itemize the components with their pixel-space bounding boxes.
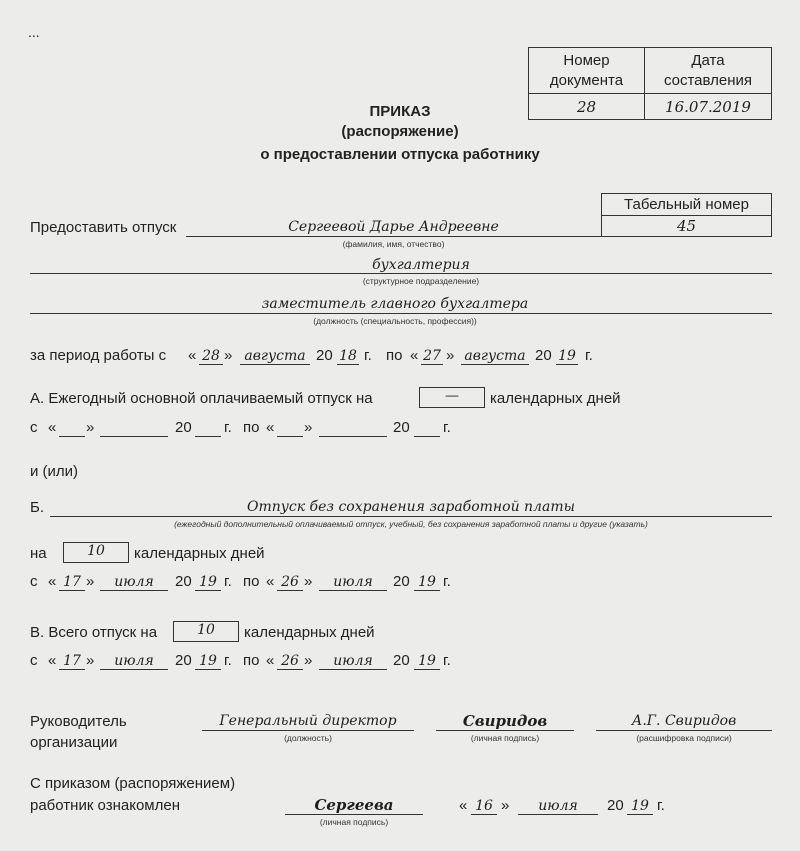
quote-close: »: [304, 652, 313, 669]
year-prefix: 20: [175, 652, 192, 669]
ack-day-line: [471, 814, 497, 815]
a-from-day-line: [59, 436, 85, 437]
b-from-year-line: [195, 590, 221, 591]
year-suffix: г.: [443, 652, 451, 669]
period-to-day: 27: [423, 348, 441, 364]
period-prefix: за период работы с: [30, 347, 167, 364]
v-to-month: июля: [333, 653, 373, 669]
quote-open: «: [48, 419, 57, 436]
ack-signature: Сергеева: [314, 796, 394, 814]
section-a-days: —: [419, 387, 485, 408]
quote-close: »: [86, 419, 95, 436]
b-from-month-line: [100, 590, 168, 591]
head-signature: Свиридов: [462, 712, 548, 730]
po-label: по: [243, 419, 260, 436]
v-to-month-line: [319, 669, 387, 670]
head-signature-caption: (личная подпись): [470, 733, 540, 743]
order-purpose: о предоставлении отпуска работнику: [260, 146, 540, 163]
quote-close: »: [86, 573, 95, 590]
department-line: [30, 273, 772, 274]
tab-number-label: Табельный номер: [602, 194, 772, 216]
period-to-year: 19: [558, 348, 576, 364]
v-from-month: июля: [114, 653, 154, 669]
quote-close: »: [446, 347, 455, 364]
doc-number-value: 28: [529, 94, 645, 120]
year-suffix: г.: [443, 419, 451, 436]
v-to-day-line: [277, 669, 303, 670]
v-to-day: 26: [281, 653, 299, 669]
department: бухгалтерия: [372, 257, 470, 273]
date-header: Дата составления: [645, 48, 772, 94]
quote-close: »: [304, 419, 313, 436]
head-name-caption: (расшифровка подписи): [636, 733, 732, 743]
head-position-line: [202, 730, 414, 731]
section-a-suffix: календарных дней: [490, 390, 621, 407]
ack-signature-line: [285, 814, 423, 815]
po-label: по: [386, 347, 403, 364]
po-label: по: [243, 573, 260, 590]
section-b-label: Б.: [30, 499, 45, 516]
quote-open: «: [459, 797, 468, 814]
s-label: с: [30, 573, 38, 590]
b-to-year: 19: [418, 574, 436, 590]
and-or-label: и (или): [30, 463, 79, 480]
quote-open: «: [410, 347, 419, 364]
ack-month: июля: [538, 798, 578, 814]
s-label: с: [30, 652, 38, 669]
quote-open: «: [188, 347, 197, 364]
position-line: [30, 313, 772, 314]
b-to-day-line: [277, 590, 303, 591]
head-signature-line: [436, 730, 574, 731]
year-prefix: 20: [175, 419, 192, 436]
b-from-month: июля: [114, 574, 154, 590]
quote-close: »: [224, 347, 233, 364]
period-from-year-line: [337, 364, 359, 365]
year-prefix: 20: [316, 347, 333, 364]
period-from-year: 18: [339, 348, 357, 364]
b-from-year: 19: [199, 574, 217, 590]
year-suffix: г.: [224, 419, 232, 436]
v-from-day-line: [59, 669, 85, 670]
head-position-caption: (должность): [284, 733, 332, 743]
year-suffix: г.: [585, 347, 593, 364]
na-label: на: [30, 545, 47, 562]
head-label-1: Руководитель: [30, 713, 127, 730]
s-label: с: [30, 419, 38, 436]
tab-number-table: [601, 193, 772, 237]
quote-close: »: [86, 652, 95, 669]
department-caption: (структурное подразделение): [362, 276, 480, 286]
v-from-month-line: [100, 669, 168, 670]
a-to-day-line: [277, 436, 303, 437]
period-to-month: августа: [464, 348, 526, 364]
grant-label: Предоставить отпуск: [30, 219, 177, 236]
employee-name: Сергеевой Дарье Андреевне: [288, 219, 499, 235]
section-b-suffix: календарных дней: [134, 545, 265, 562]
doc-number-header: Номер документа: [529, 48, 645, 94]
b-to-day: 26: [281, 574, 299, 590]
tab-number-value: 45: [602, 216, 772, 237]
employee-line: [186, 236, 601, 237]
ack-label-2: работник ознакомлен: [30, 797, 180, 814]
ack-month-line: [518, 814, 598, 815]
a-from-month-line: [100, 436, 168, 437]
year-prefix: 20: [175, 573, 192, 590]
section-v-suffix: календарных дней: [244, 624, 375, 641]
quote-open: «: [266, 573, 275, 590]
ack-label-1: С приказом (распоряжением): [30, 775, 236, 792]
quote-open: «: [266, 419, 275, 436]
order-title: ПРИКАЗ: [369, 103, 431, 120]
year-prefix: 20: [393, 419, 410, 436]
quote-close: »: [304, 573, 313, 590]
ack-year-line: [627, 814, 653, 815]
year-prefix: 20: [393, 573, 410, 590]
period-to-year-line: [556, 364, 578, 365]
section-v-label: В. Всего отпуск на: [30, 624, 158, 641]
ack-signature-caption: (личная подпись): [319, 817, 389, 827]
year-suffix: г.: [364, 347, 372, 364]
order-subtitle: (распоряжение): [341, 123, 459, 140]
quote-open: «: [48, 652, 57, 669]
b-to-year-line: [414, 590, 440, 591]
period-to-day-line: [421, 364, 443, 365]
b-to-month: июля: [333, 574, 373, 590]
head-name: А.Г. Свиридов: [631, 713, 737, 729]
v-to-year-line: [414, 669, 440, 670]
quote-open: «: [266, 652, 275, 669]
section-v-days: 10: [173, 621, 239, 642]
head-name-line: [596, 730, 772, 731]
b-to-month-line: [319, 590, 387, 591]
ack-year: 19: [631, 798, 649, 814]
year-prefix: 20: [393, 652, 410, 669]
v-from-day: 17: [63, 653, 81, 669]
b-from-day-line: [59, 590, 85, 591]
year-suffix: г.: [657, 797, 665, 814]
ack-day: 16: [475, 798, 493, 814]
year-prefix: 20: [535, 347, 552, 364]
period-to-month-line: [461, 364, 529, 365]
quote-close: »: [501, 797, 510, 814]
a-to-year-line: [414, 436, 440, 437]
b-from-day: 17: [63, 574, 81, 590]
period-from-day: 28: [202, 348, 220, 364]
v-from-year-line: [195, 669, 221, 670]
section-b-type: Отпуск без сохранения заработной платы: [246, 499, 575, 515]
position-caption: (должность (специальность, профессия)): [313, 316, 477, 326]
period-from-day-line: [199, 364, 223, 365]
a-from-year-line: [195, 436, 221, 437]
period-from-month-line: [240, 364, 310, 365]
year-prefix: 20: [607, 797, 624, 814]
v-to-year: 19: [418, 653, 436, 669]
ellipsis: ...: [28, 24, 40, 40]
position: заместитель главного бухгалтера: [261, 296, 529, 312]
section-a-label: А. Ежегодный основной оплачиваемый отпуск на: [30, 390, 373, 407]
year-suffix: г.: [224, 652, 232, 669]
period-from-month: августа: [244, 348, 306, 364]
head-position: Генеральный директор: [219, 713, 397, 729]
section-b-type-line: [50, 516, 772, 517]
date-value: 16.07.2019: [645, 94, 772, 120]
section-b-days: 10: [63, 542, 129, 563]
a-to-month-line: [319, 436, 387, 437]
quote-open: «: [48, 573, 57, 590]
section-b-type-caption: (ежегодный дополнительный оплачиваемый отпуск, учебный, без сохранения заработной платы и другие (указать): [174, 519, 648, 529]
employee-caption: (фамилия, имя, отчество): [342, 239, 445, 249]
po-label: по: [243, 652, 260, 669]
v-from-year: 19: [199, 653, 217, 669]
head-label-2: организации: [30, 734, 118, 751]
year-suffix: г.: [443, 573, 451, 590]
year-suffix: г.: [224, 573, 232, 590]
